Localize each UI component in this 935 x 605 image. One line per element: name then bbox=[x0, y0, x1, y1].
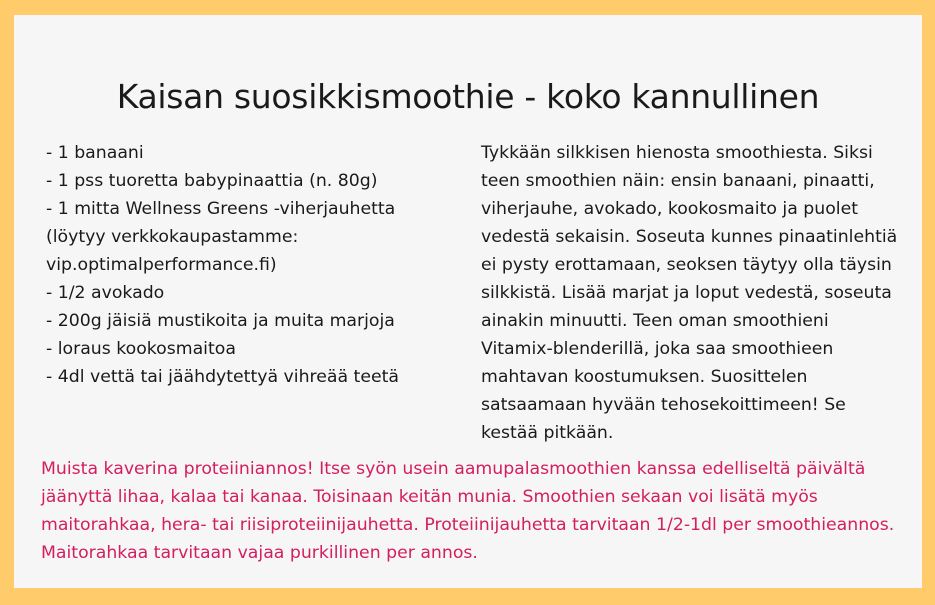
ingredient-item: - 1 mitta Wellness Greens -viherjauhetta bbox=[46, 199, 396, 219]
ingredient-item: - 200g jäisiä mustikoita ja muita marjoja bbox=[46, 311, 395, 331]
recipe-card bbox=[14, 15, 922, 588]
ingredient-item: - loraus kookosmaitoa bbox=[46, 339, 236, 359]
ingredient-item: - 1 pss tuoretta babypinaattia (n. 80g) bbox=[46, 171, 378, 191]
protein-note: Muista kaverina proteiiniannos! Itse syön usein aamupalasmoothien kanssa edelliseltä päivältä jäänyttä lihaa, kalaa tai kanaa. Toisinaan keitän munia. Smoothien sekaan voi lisätä myös maitorahkaa, hera- tai riisiproteiinijauhetta. Proteiinijauhetta tarvitaan 1/2-1dl per smoothieannos. Maitorahkaa tarvitaan vajaa purkillinen per annos. bbox=[41, 459, 895, 563]
ingredient-item: - 1 banaani bbox=[46, 143, 144, 163]
ingredient-item: - 4dl vettä tai jäähdytettyä vihreää teetä bbox=[46, 367, 399, 387]
instructions-paragraph: Tykkään silkkisen hienosta smoothiesta. Siksi teen smoothien näin: ensin banaani, pinaatti, viherjauhe, avokado, kookosmaito ja puolet vedestä sekaisin. Soseuta kunnes pinaatinlehtiä ei pysty erottamaan, seoksen täytyy olla täysin silkkistä. Lisää marjat ja loput vedestä, soseuta ainakin minuutti. Teen oman smoothieni Vitamix-blenderillä, joka saa smoothieen mahtavan koostumuksen. Suosittelen satsaamaan hyvään tehosekoittimeen! Se kestää pitkään. bbox=[481, 143, 898, 443]
ingredient-item: vip.optimalperformance.fi) bbox=[46, 255, 277, 275]
ingredient-item: - 1/2 avokado bbox=[46, 283, 165, 303]
recipe-title: Kaisan suosikkismoothie - koko kannullinen bbox=[116, 77, 820, 116]
ingredient-list bbox=[46, 139, 456, 391]
ingredient-item: (löytyy verkkokaupastamme: bbox=[46, 227, 299, 247]
